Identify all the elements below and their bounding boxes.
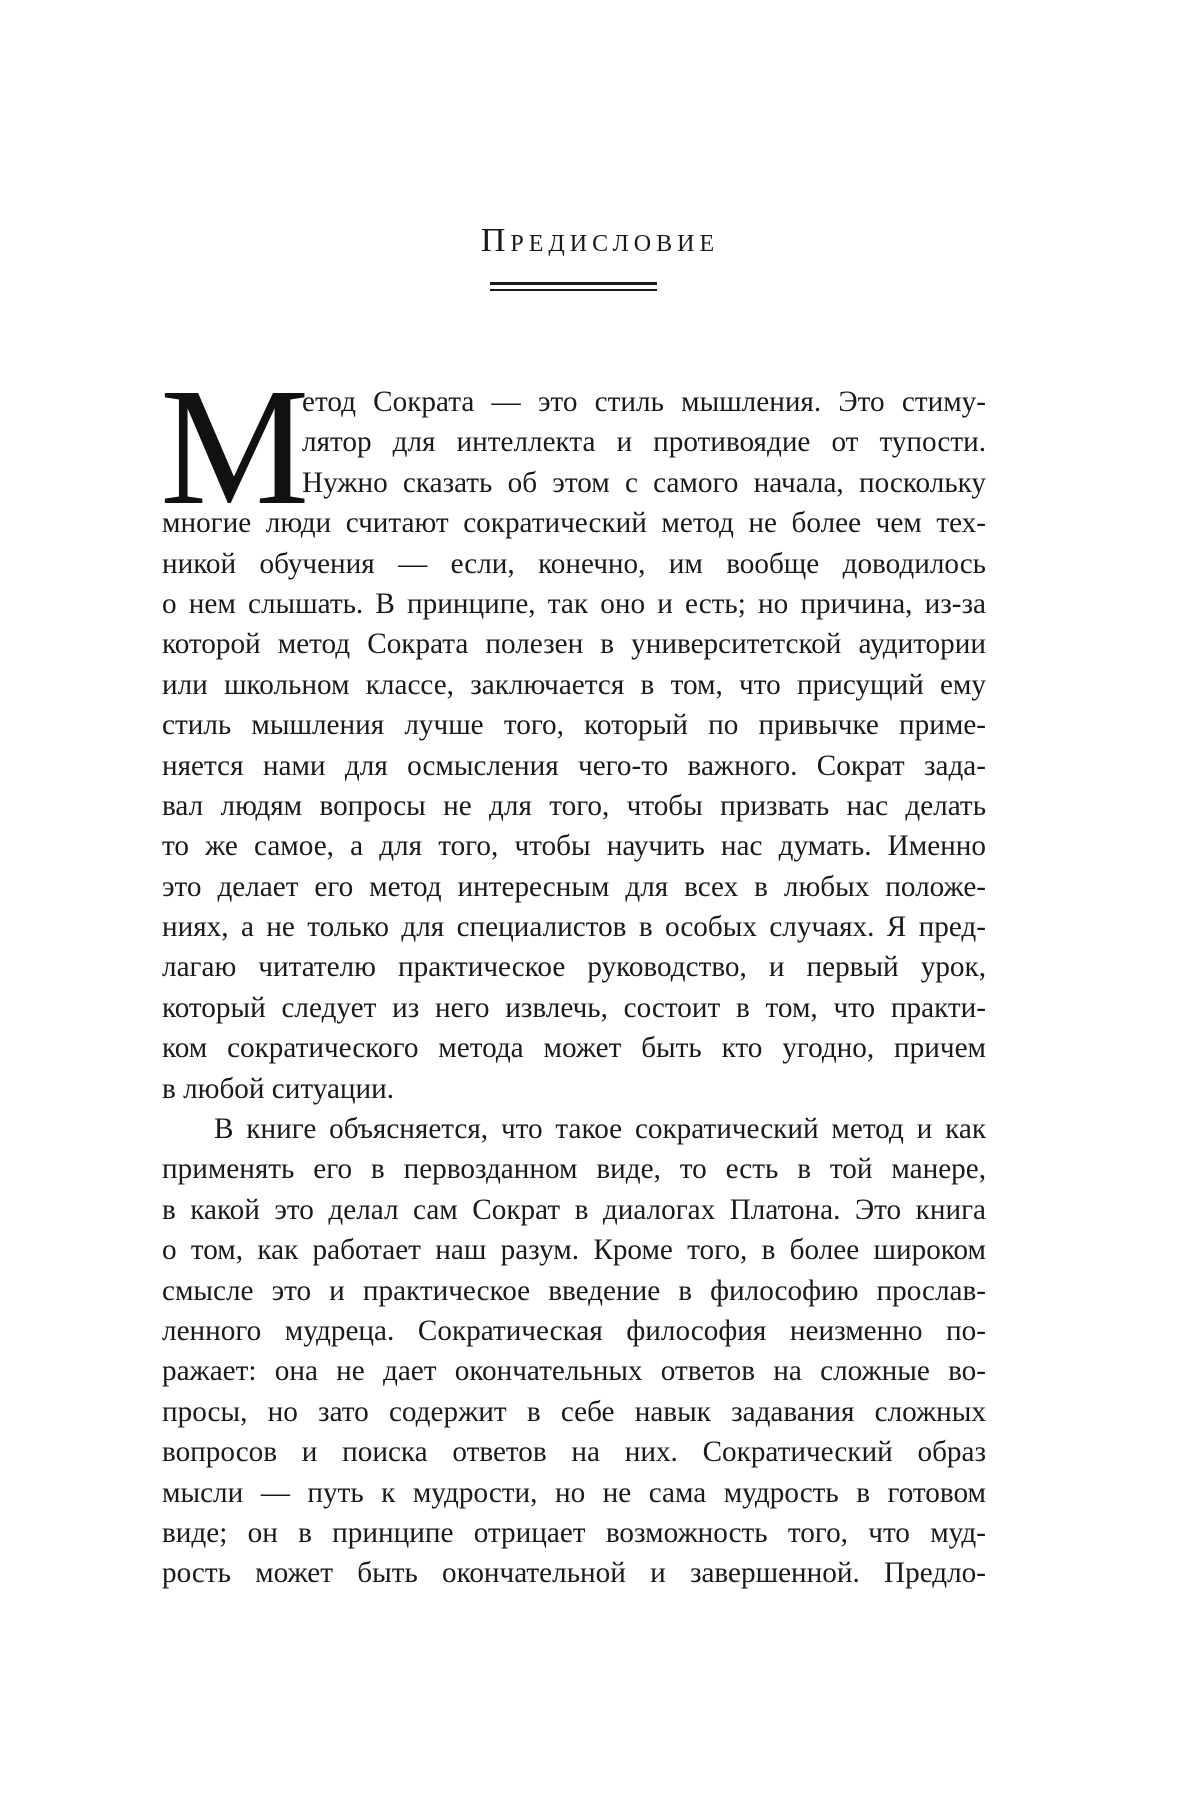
body-text — [162, 382, 986, 1594]
text-line: ком сократического метода может быть кто угодно, причем — [162, 1032, 986, 1065]
text-line: няется нами для осмысления чего-то важного. Сократ зада- — [162, 749, 986, 782]
text-line: никой обучения — если, конечно, им вообще доводилось — [162, 547, 986, 580]
text-line: В книге объясняется, что такое сократический метод и как — [214, 1113, 986, 1146]
text-line: многие люди считают сократический метод не более чем тех- — [162, 507, 986, 540]
text-line: применять его в первозданном виде, то есть в той манере, — [162, 1153, 986, 1186]
paragraph-2 — [162, 1109, 986, 1594]
text-line: просы, но зато содержит в себе навык задавания сложных — [162, 1395, 986, 1428]
text-line: это делает его метод интересным для всех в любых положе- — [162, 870, 986, 903]
text-line: которой метод Сократа полезен в университетской аудитории — [162, 628, 986, 661]
text-line: ленного мудреца. Сократическая философия неизменно по- — [162, 1314, 986, 1347]
text-line: рость может быть окончательной и завершенной. Предло- — [162, 1557, 986, 1590]
text-line: Нужно сказать об этом с самого начала, поскольку — [302, 466, 986, 499]
chapter-heading: Предисловие — [480, 222, 720, 259]
text-line: виде; он в принципе отрицает возможность того, что муд- — [162, 1516, 986, 1549]
text-line: в любой ситуации. — [162, 1072, 395, 1105]
heading-rule-thick — [490, 282, 657, 285]
text-line: в какой это делал сам Сократ в диалогах Платона. Это книга — [162, 1193, 986, 1226]
text-line: который следует из него извлечь, состоит в том, что практи- — [162, 991, 986, 1024]
text-line: лятор для интеллекта и противоядие от тупости. — [302, 426, 986, 459]
text-line: ниях, а не только для специалистов в особых случаях. Я пред- — [162, 911, 986, 944]
text-line: ражает: она не дает окончательных ответов на сложные во- — [162, 1355, 986, 1388]
text-line: лагаю читателю практическое руководство, и первый урок, — [162, 951, 986, 984]
drop-cap: М — [160, 354, 310, 540]
text-line: или школьном классе, заключается в том, что присущий ему — [162, 668, 986, 701]
text-line: мысли — путь к мудрости, но не сама мудрость в готовом — [162, 1476, 986, 1509]
text-line: то же самое, а для того, чтобы научить нас думать. Именно — [162, 830, 986, 863]
heading-rule-thin — [490, 289, 657, 291]
paragraph-1 — [162, 382, 986, 1109]
text-line: смысле это и практическое введение в философию прослав- — [162, 1274, 986, 1307]
text-line: вопросов и поиска ответов на них. Сократический образ — [162, 1436, 986, 1469]
text-line: етод Сократа — это стиль мышления. Это стиму- — [302, 386, 986, 418]
text-line: о том, как работает наш разум. Кроме того, в более широком — [162, 1234, 986, 1267]
text-line: о нем слышать. В принципе, так оно и есть; но причина, из-за — [162, 587, 986, 620]
text-line: вал людям вопросы не для того, чтобы призвать нас делать — [162, 789, 986, 822]
text-line: стиль мышления лучше того, который по привычке приме- — [162, 709, 986, 742]
